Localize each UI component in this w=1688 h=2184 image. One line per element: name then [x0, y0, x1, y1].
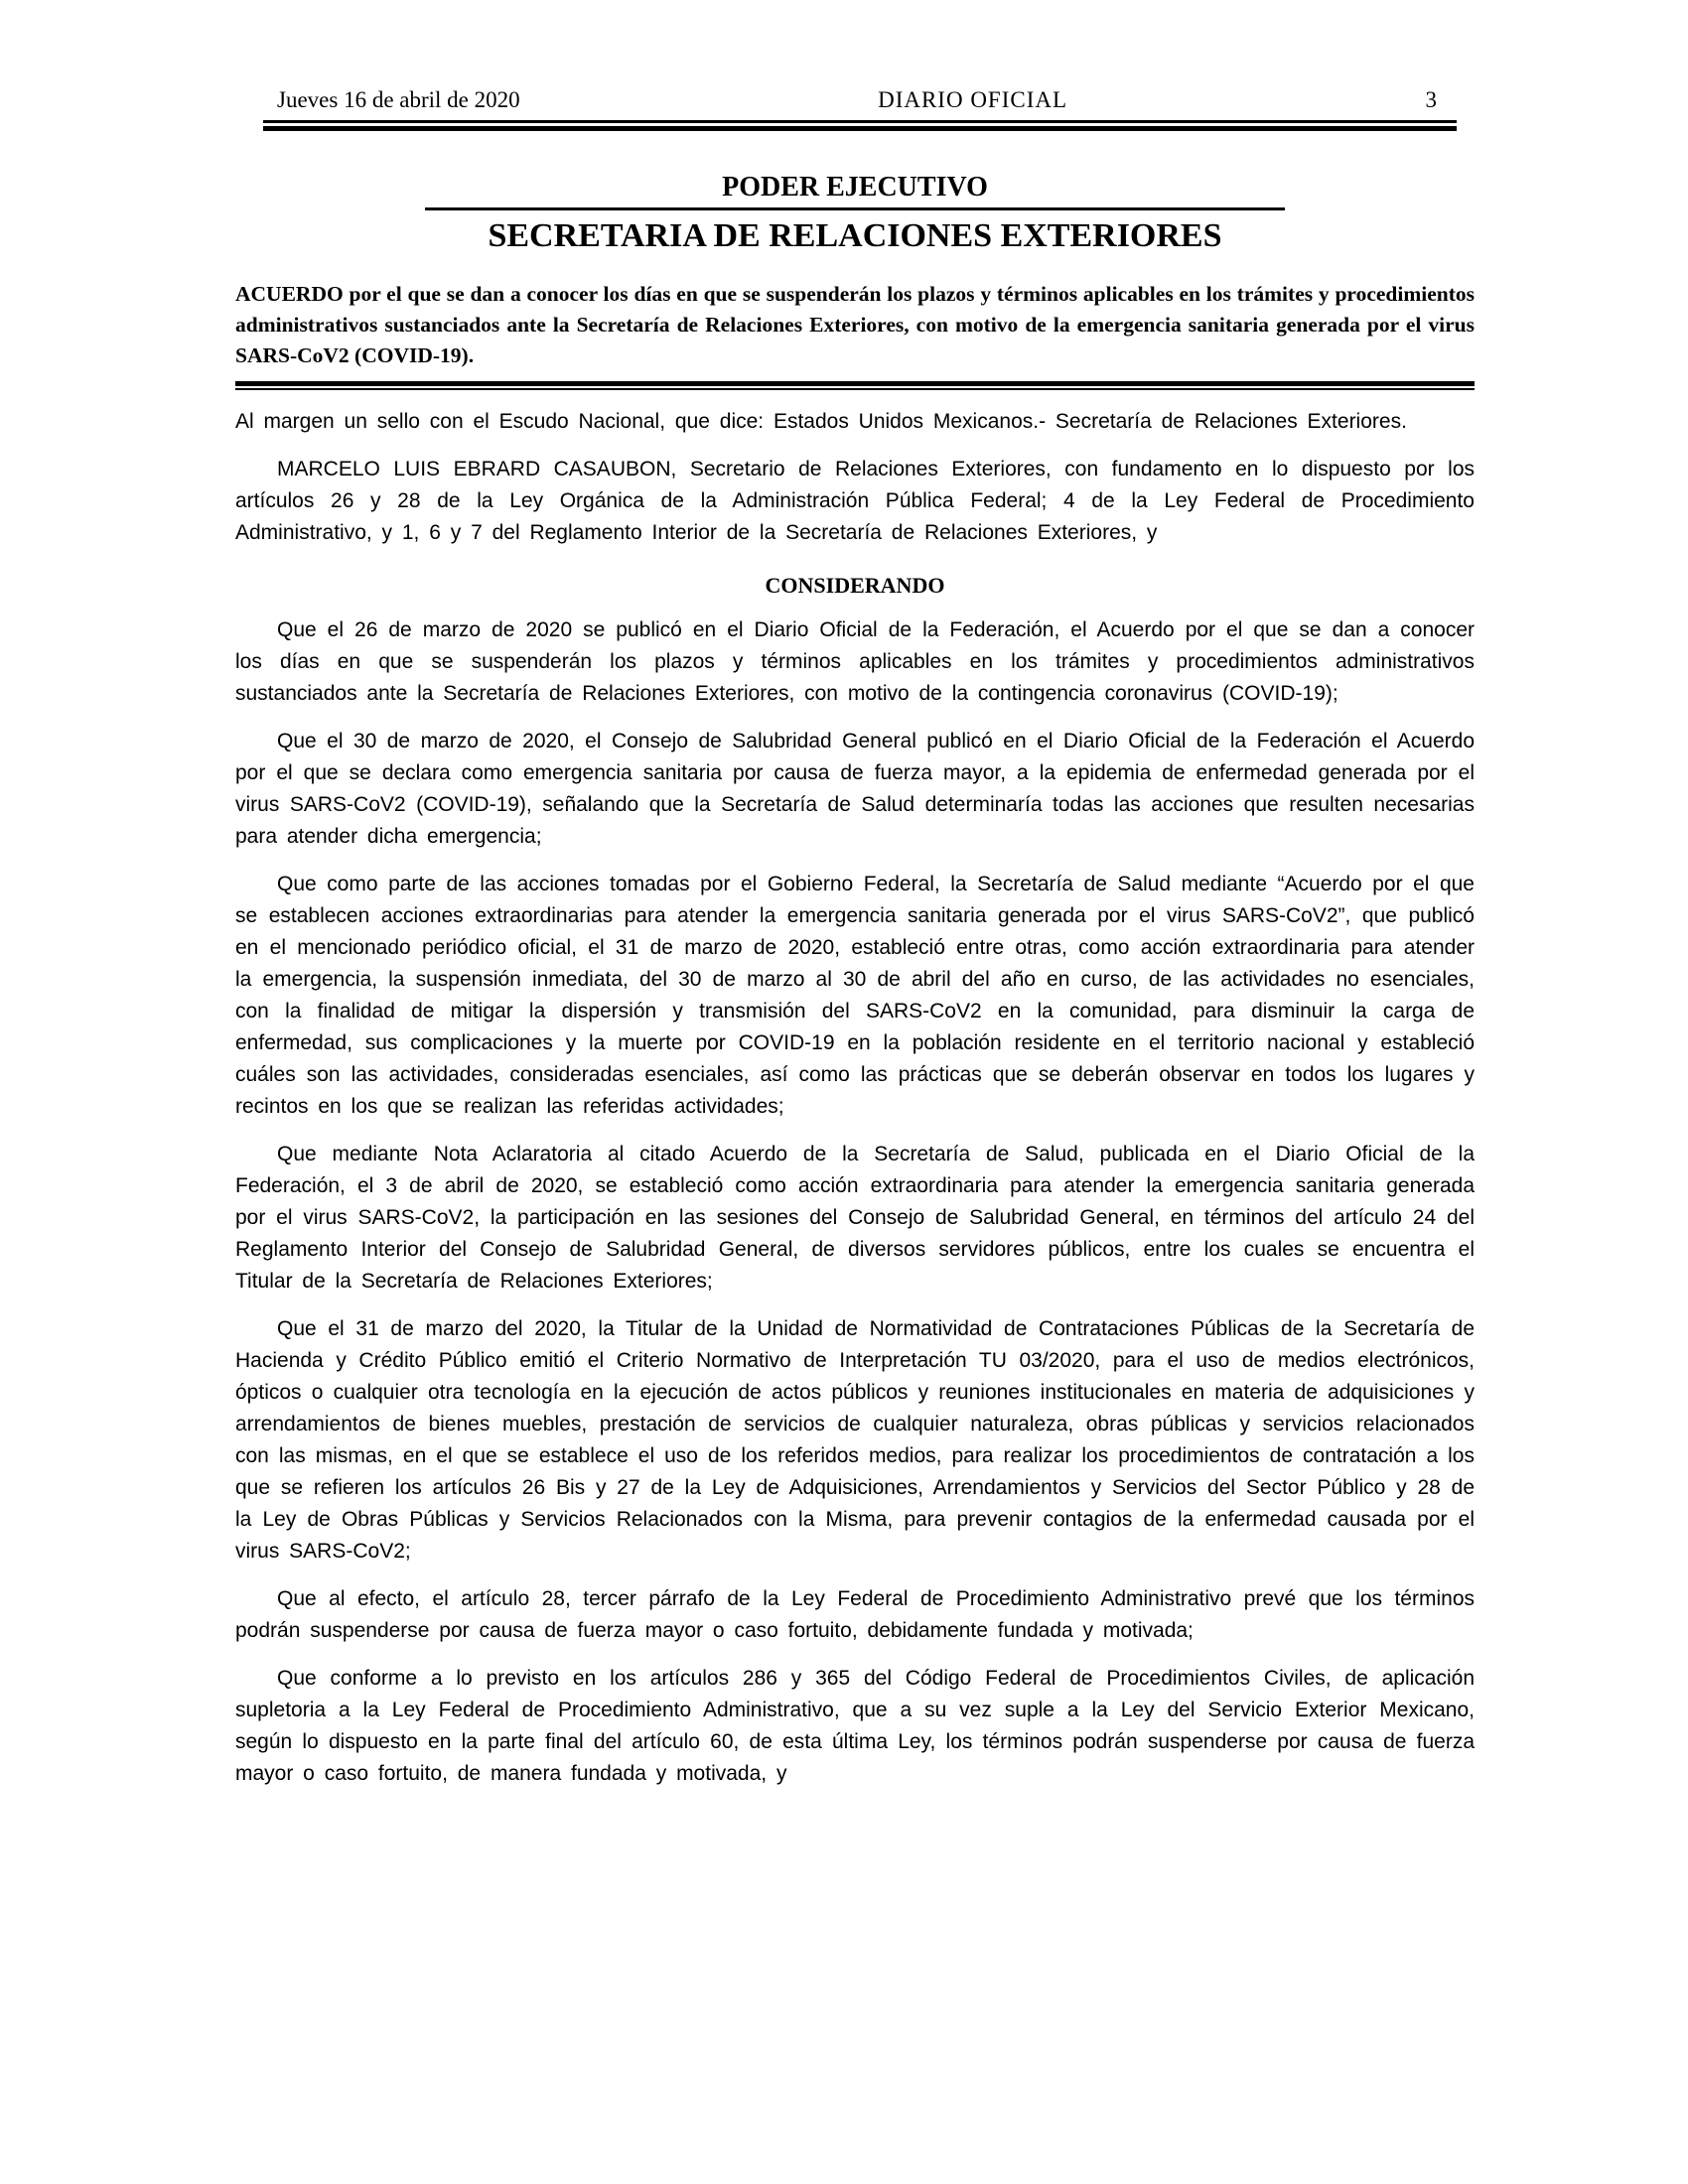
- considerando-paragraph: Que el 30 de marzo de 2020, el Consejo de Salubridad General publicó en el Diario Oficial de la Federación el Acuerdo por el que se declara como emergencia sanitaria por causa de fuerza mayor, a la epidemia de enfermedad generada por el virus SARS-CoV2 (COVID-19), señalando que la Secretaría de Salud determinaría todas las acciones que resulten necesarias para atender dicha emergencia;: [235, 730, 1475, 848]
- header-rule: [263, 120, 1457, 131]
- considerando-paragraph: Que el 26 de marzo de 2020 se publicó en el Diario Oficial de la Federación, el Acuerdo por el que se dan a conocer los días en que se suspenderán los plazos y términos aplicables en los trámites y procedimientos administrativos sustanciados ante la Secretaría de Relaciones Exteriores, con motivo de la contingencia coronavirus (COVID-19);: [235, 618, 1475, 705]
- considerando-paragraph: Que al efecto, el artículo 28, tercer párrafo de la Ley Federal de Procedimiento Administrativo prevé que los términos podrán suspenderse por causa de fuerza mayor o caso fortuito, debidamente fundada y motivada;: [235, 1587, 1475, 1642]
- page-header: [235, 87, 1475, 131]
- agency-title: SECRETARIA DE RELACIONES EXTERIORES: [488, 217, 1222, 254]
- summary-rule: [235, 381, 1475, 390]
- opening-paragraph: Al margen un sello con el Escudo Nacional, que dice: Estados Unidos Mexicanos.- Secretaría de Relaciones Exteriores.: [235, 410, 1407, 433]
- header-page-number: 3: [1425, 87, 1437, 112]
- header-row: [235, 87, 1475, 113]
- considerando-paragraph: Que mediante Nota Aclaratoria al citado Acuerdo de la Secretaría de Salud, publicada en el Diario Oficial de la Federación, el 3 de abril de 2020, se estableció como acción extraordinaria para atender la emergencia sanitaria generada por el virus SARS-CoV2, la participación en las sesiones del Consejo de Salubridad General, en términos del artículo 24 del Reglamento Interior del Consejo de Salubridad General, de diversos servidores públicos, entre los cuales se encuentra el Titular de la Secretaría de Relaciones Exteriores;: [235, 1143, 1475, 1293]
- section-title-rule: [425, 207, 1285, 210]
- header-date: Jueves 16 de abril de 2020: [277, 87, 520, 112]
- considerando-paragraph: Que conforme a lo previsto en los artículos 286 y 365 del Código Federal de Procedimientos Civiles, de aplicación supletoria a la Ley Federal de Procedimiento Administrativo, que a su vez suple a la Ley del Servicio Exterior Mexicano, según lo dispuesto en la parte final del artículo 60, de esta última Ley, los términos podrán suspenderse por causa de fuerza mayor o caso fortuito, de manera fundada y motivada, y: [235, 1667, 1475, 1785]
- section-title: PODER EJECUTIVO: [722, 172, 988, 203]
- decree-body: [235, 406, 1475, 1790]
- considerando-heading: CONSIDERANDO: [765, 573, 945, 598]
- considerando-paragraph: Que el 31 de marzo del 2020, la Titular de la Unidad de Normatividad de Contrataciones Públicas de la Secretaría de Hacienda y Crédito Público emitió el Criterio Normativo de Interpretación TU 03/2020, para el uso de medios electrónicos, ópticos o cualquier otra tecnología en la ejecución de actos públicos y reuniones institucionales en materia de adquisiciones y arrendamientos de bienes muebles, prestación de servicios de cualquier naturaleza, obras públicas y servicios relacionados con las mismas, en el que se establece el uso de los referidos medios, para realizar los procedimientos de contratación a los que se refieren los artículos 26 Bis y 27 de la Ley de Adquisiciones, Arrendamientos y Servicios del Sector Público y 28 de la Ley de Obras Públicas y Servicios Relacionados con la Misma, para prevenir contagios de la enfermedad causada por el virus SARS-CoV2;: [235, 1317, 1475, 1563]
- header-publication-title: DIARIO OFICIAL: [878, 87, 1068, 112]
- considerando-paragraph: Que como parte de las acciones tomadas por el Gobierno Federal, la Secretaría de Salud mediante “Acuerdo por el que se establecen acciones extraordinarias para atender la emergencia sanitaria generada por el virus SARS-CoV2”, que publicó en el mencionado periódico oficial, el 31 de marzo de 2020, estableció entre otras, como acción extraordinaria para atender la emergencia, la suspensión inmediata, del 30 de marzo al 30 de abril del año en curso, de las actividades no esenciales, con la finalidad de mitigar la dispersión y transmisión del SARS-CoV2 en la comunidad, para disminuir la carga de enfermedad, sus complicaciones y la muerte por COVID-19 en la población residente en el territorio nacional y estableció cuáles son las actividades, consideradas esenciales, así como las prácticas que se deberán observar en todos los lugares y recintos en los que se realizan las referidas actividades;: [235, 873, 1475, 1118]
- decree-summary: ACUERDO por el que se dan a conocer los días en que se suspenderán los plazos y términos aplicables en los trámites y procedimientos administrativos sustanciados ante la Secretaría de Relaciones Exteriores, con motivo de la emergencia sanitaria generada por el virus SARS-CoV2 (COVID-19).: [235, 282, 1475, 367]
- opening-paragraph: MARCELO LUIS EBRARD CASAUBON, Secretario de Relaciones Exteriores, con fundamento en lo dispuesto por los artículos 26 y 28 de la Ley Orgánica de la Administración Pública Federal; 4 de la Ley Federal de Procedimiento Administrativo, y 1, 6 y 7 del Reglamento Interior de la Secretaría de Relaciones Exteriores, y: [235, 458, 1475, 544]
